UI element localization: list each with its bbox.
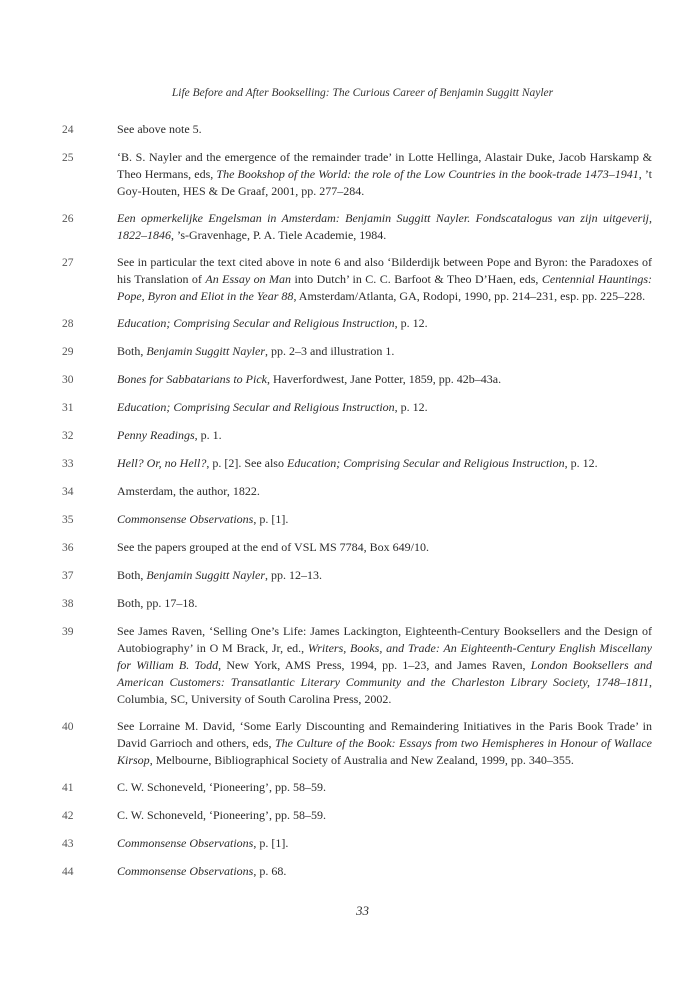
endnote-number: 33 (62, 458, 74, 470)
endnote-number: 32 (62, 430, 74, 442)
endnote-34 (62, 483, 652, 501)
italic-title: Writers, Books, and Trade: An Eighteenth-Century English Miscellany for William B. Todd (117, 641, 652, 672)
text-segment: , New York, AMS Press, 1994, pp. 1–23, and James Raven, (218, 658, 531, 672)
endnote-text (117, 455, 652, 472)
endnote-text (117, 315, 652, 332)
endnote-number: 26 (62, 213, 74, 225)
endnote-43 (62, 835, 652, 853)
endnote-number: 29 (62, 346, 74, 358)
endnote-32 (62, 427, 652, 445)
italic-title: Bones for Sabbatarians to Pick (117, 372, 267, 386)
endnotes-list (62, 121, 652, 891)
text-segment: , p. 68. (253, 864, 287, 878)
text-segment: Both, (117, 568, 147, 582)
endnote-number: 44 (62, 866, 74, 878)
italic-title: Centennial Hauntings: Pope, Byron and Eliot in the Year 88 (117, 272, 653, 303)
endnote-number: 35 (62, 514, 74, 526)
text-segment: , p. [1]. (253, 512, 289, 526)
endnote-number: 31 (62, 402, 74, 414)
endnote-text (117, 623, 652, 708)
endnote-number: 37 (62, 570, 74, 582)
endnote-number: 38 (62, 598, 74, 610)
italic-title: Commonsense Observations (117, 836, 254, 850)
endnote-text (117, 210, 652, 244)
text-segment: C. W. Schoneveld, ‘Pioneering’, pp. 58–59. (117, 808, 326, 822)
italic-title: Education; Comprising Secular and Religious Instruction (117, 400, 395, 414)
endnote-text (117, 567, 652, 584)
endnote-text (117, 511, 652, 528)
text-segment: , pp. 2–3 and illustration 1. (265, 344, 395, 358)
text-segment: , pp. 12–13. (265, 568, 322, 582)
endnote-text (117, 863, 652, 880)
text-segment: , Haverfordwest, Jane Potter, 1859, pp. 42b–43a. (267, 372, 502, 386)
text-segment: See the papers grouped at the end of VSL MS 7784, Box 649/10. (117, 540, 429, 554)
italic-title: Benjamin Suggitt Nayler (146, 344, 265, 358)
endnote-text (117, 399, 652, 416)
endnote-text (117, 121, 652, 138)
endnote-28 (62, 315, 652, 333)
endnote-text (117, 595, 652, 612)
endnote-number: 40 (62, 721, 74, 733)
endnote-42 (62, 807, 652, 825)
endnote-number: 43 (62, 838, 74, 850)
endnote-text (117, 371, 652, 388)
endnote-29 (62, 343, 652, 361)
endnote-number: 42 (62, 810, 74, 822)
endnote-text (117, 539, 652, 556)
endnote-text (117, 149, 652, 200)
italic-title: The Bookshop of the World: the role of the Low Countries in the book-trade 1473–1941 (216, 167, 639, 181)
text-segment: , Amsterdam/Atlanta, GA, Rodopi, 1990, pp. 214–231, esp. pp. 225–228. (293, 289, 646, 303)
text-segment: , p. 12. (394, 316, 428, 330)
endnote-text (117, 835, 652, 852)
italic-title: Benjamin Suggitt Nayler (146, 568, 265, 582)
italic-title: An Essay on Man (205, 272, 292, 286)
text-segment: , p. 12. (564, 456, 598, 470)
text-segment: See above note 5. (117, 122, 202, 136)
endnote-40 (62, 718, 652, 769)
endnote-30 (62, 371, 652, 389)
text-segment: , p. 1. (194, 428, 222, 442)
endnote-25 (62, 149, 652, 200)
endnote-number: 25 (62, 152, 74, 164)
endnote-number: 24 (62, 124, 74, 136)
italic-title: Een opmerkelijke Engelsman in Amsterdam: Benjamin Suggitt Nayler. Fondscatalogus van zijn uitgeverij, 1822–1846 (117, 211, 652, 242)
text-segment: Amsterdam, the author, 1822. (117, 484, 260, 498)
italic-title: The Culture of the Book: Essays from two Hemispheres in Honour of Wallace Kirsop (117, 736, 652, 767)
italic-title: Commonsense Observations (117, 864, 254, 878)
endnote-number: 30 (62, 374, 74, 386)
endnote-number: 41 (62, 782, 74, 794)
text-segment: See James Raven, ‘Selling One’s Life: James Lackington, Eighteenth-Century Booksellers and the Design of Autobiography’ in O M Brack, Jr, ed., (117, 624, 652, 655)
endnote-26 (62, 210, 652, 244)
italic-title: Education; Comprising Secular and Religious Instruction (286, 456, 565, 470)
italic-title: Penny Readings (117, 428, 195, 442)
text-segment: , p. [1]. (253, 836, 289, 850)
endnote-number: 27 (62, 257, 74, 269)
text-segment: into Dutch’ in C. C. Barfoot & Theo D’Haen, eds, (291, 272, 542, 286)
endnote-number: 39 (62, 626, 74, 638)
endnote-37 (62, 567, 652, 585)
endnote-24 (62, 121, 652, 139)
text-segment: , Columbia, SC, University of South Carolina Press, 2002. (117, 675, 652, 706)
endnote-text (117, 779, 652, 796)
text-segment: , Melbourne, Bibliographical Society of Australia and New Zealand, 1999, pp. 340–355. (149, 753, 574, 767)
endnote-39 (62, 623, 652, 708)
endnote-text (117, 343, 652, 360)
text-segment: , p. 12. (394, 400, 428, 414)
text-segment: See in particular the text cited above in note 6 and also ‘Bilderdijk between Pope and Byron: the Paradoxes of his Translation of (117, 255, 652, 286)
italic-title: Hell? Or, no Hell? (117, 456, 207, 470)
endnote-text (117, 718, 652, 769)
endnote-number: 34 (62, 486, 74, 498)
endnote-31 (62, 399, 652, 417)
endnote-38 (62, 595, 652, 613)
text-segment: Both, pp. 17–18. (117, 596, 198, 610)
endnote-41 (62, 779, 652, 797)
text-segment: Both, (117, 344, 147, 358)
text-segment: See Lorraine M. David, ‘Some Early Discounting and Remaindering Initiatives in the Paris Book Trade’ in David Garrioch and others, eds, (117, 719, 652, 750)
endnote-text (117, 483, 652, 500)
text-segment: , p. [2]. See also (206, 456, 287, 470)
text-segment: , ’t Goy-Houten, HES & De Graaf, 2001, pp. 277–284. (117, 167, 652, 198)
endnote-36 (62, 539, 652, 557)
italic-title: Commonsense Observations (117, 512, 254, 526)
endnote-text (117, 254, 652, 305)
text-segment: , ’s-Gravenhage, P. A. Tiele Academie, 1984. (171, 228, 387, 242)
endnote-35 (62, 511, 652, 529)
italic-title: London Booksellers and American Customers: Transatlantic Literary Community and the Charleston Library Society, 1748–1811 (117, 658, 652, 689)
endnote-27 (62, 254, 652, 305)
running-head: Life Before and After Bookselling: The Curious Career of Benjamin Suggitt Nayler (171, 87, 554, 99)
endnote-33 (62, 455, 652, 473)
endnote-number: 28 (62, 318, 74, 330)
page-number: 33 (356, 903, 369, 918)
text-segment: ‘B. S. Nayler and the emergence of the remainder trade’ in Lotte Hellinga, Alastair Duke, Jacob Harskamp & Theo Hermans, eds, (117, 150, 652, 181)
endnote-text (117, 427, 652, 444)
italic-title: Education; Comprising Secular and Religious Instruction (117, 316, 395, 330)
endnote-44 (62, 863, 652, 881)
text-segment: C. W. Schoneveld, ‘Pioneering’, pp. 58–59. (117, 780, 326, 794)
endnote-text (117, 807, 652, 824)
endnote-number: 36 (62, 542, 74, 554)
